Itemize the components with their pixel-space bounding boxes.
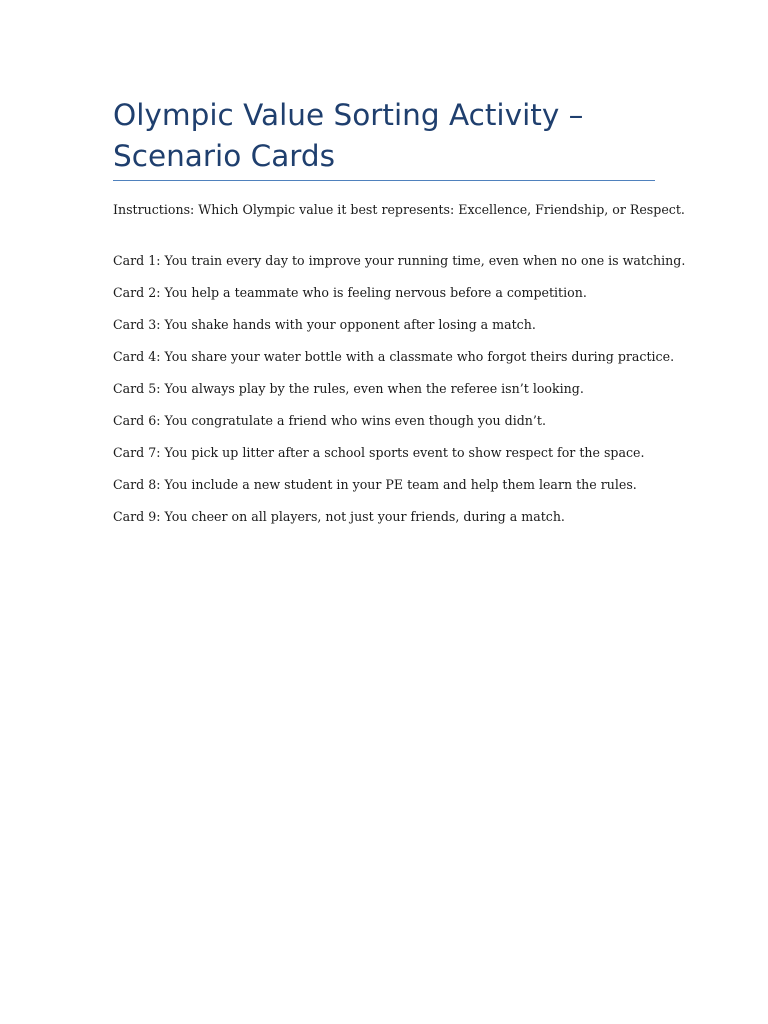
scenario-card-3: Card 3: You shake hands with your opponent after losing a match. xyxy=(113,317,536,332)
page-title: Olympic Value Sorting Activity – Scenario Cards xyxy=(113,98,584,173)
scenario-card-9: Card 9: You cheer on all players, not just your friends, during a match. xyxy=(113,509,565,524)
scenario-card-5: Card 5: You always play by the rules, even when the referee isn’t looking. xyxy=(113,381,584,396)
title-underline xyxy=(113,180,655,181)
scenario-card-list xyxy=(113,252,685,540)
scenario-card-2: Card 2: You help a teammate who is feeling nervous before a competition. xyxy=(113,285,587,300)
instructions-text: Instructions: Which Olympic value it best represents: Excellence, Friendship, or Respect. xyxy=(113,202,685,217)
scenario-card-4: Card 4: You share your water bottle with a classmate who forgot theirs during practice. xyxy=(113,349,675,364)
scenario-card-1: Card 1: You train every day to improve your running time, even when no one is watching. xyxy=(113,253,686,268)
scenario-card-8: Card 8: You include a new student in your PE team and help them learn the rules. xyxy=(113,477,637,492)
scenario-card-6: Card 6: You congratulate a friend who wins even though you didn’t. xyxy=(113,413,546,428)
scenario-card-7: Card 7: You pick up litter after a school sports event to show respect for the space. xyxy=(113,445,645,460)
